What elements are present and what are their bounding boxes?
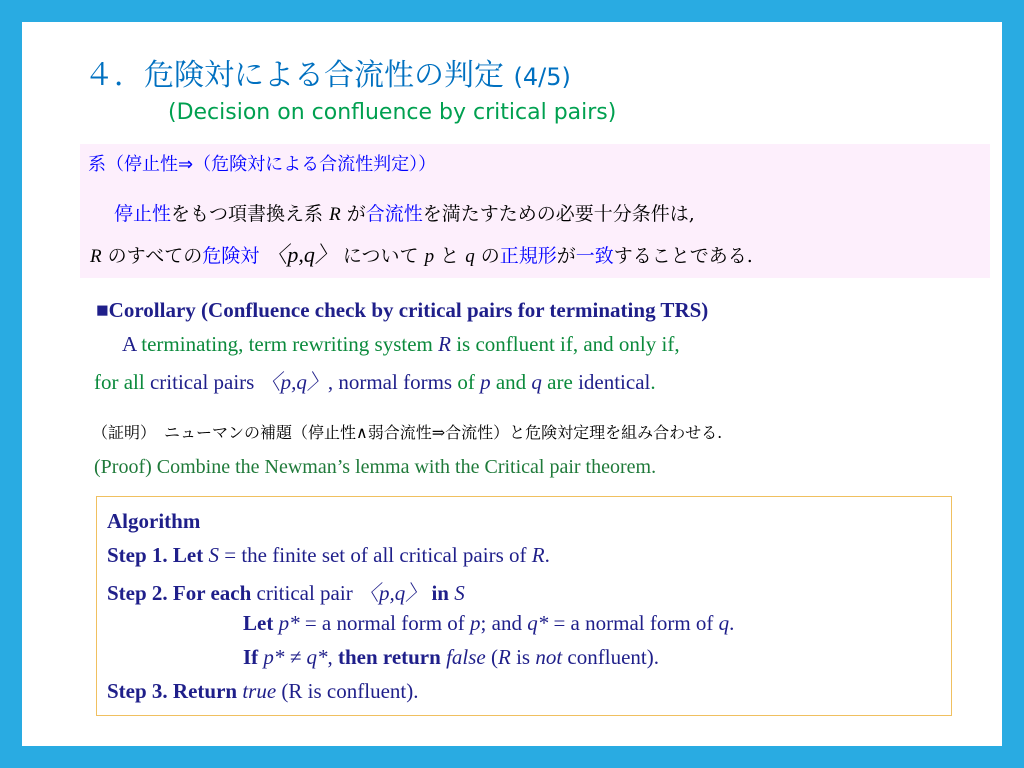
proof-japanese: （証明） ニューマンの補題（停止性∧弱合流性⇒合流性）と危険対定理を組み合わせる. xyxy=(92,423,723,442)
page-title xyxy=(84,50,571,94)
keyword-then-return: then return xyxy=(337,645,441,669)
step-text: ( xyxy=(490,645,498,669)
en-text: , xyxy=(327,370,334,394)
step-text: ; and xyxy=(480,611,522,635)
var-q: q xyxy=(718,611,730,635)
japanese-corollary-box xyxy=(80,144,990,278)
jp-pair: 〈p,q〉 xyxy=(265,242,337,267)
title-part: (4/5) xyxy=(513,63,571,91)
step-text: is xyxy=(516,645,531,669)
step-text: = the finite set of all critical pairs of xyxy=(224,543,527,567)
jp-term-normal-form: 正規形 xyxy=(499,245,557,267)
en-text: A xyxy=(122,332,137,356)
jp-text: することである. xyxy=(613,245,753,267)
page-subtitle: (Decision on confluence by critical pairs) xyxy=(168,100,617,125)
jp-var-r: R xyxy=(329,204,341,225)
keyword-in: in xyxy=(431,581,449,605)
corollary-line-2 xyxy=(94,366,656,396)
step-text: critical pair xyxy=(256,581,353,605)
step-label: Step 2. For each xyxy=(107,581,252,605)
en-text: if, and only if, xyxy=(560,332,680,356)
corollary-heading: ■Corollary (Confluence check by critical pairs for terminating TRS) xyxy=(96,298,709,322)
var-r: R xyxy=(497,645,511,669)
jp-term-confluence: 合流性 xyxy=(365,203,423,225)
keyword-if: If xyxy=(243,645,259,669)
var-q-star: q* xyxy=(527,611,549,635)
var-r: R xyxy=(531,543,545,567)
en-term-terminating: terminating xyxy=(141,332,239,356)
jp-text: が xyxy=(346,203,366,225)
title-main: ４．危険対による合流性の判定 xyxy=(84,58,504,93)
en-text: . xyxy=(650,370,656,394)
en-text: is xyxy=(456,332,471,356)
pair: 〈p,q〉 xyxy=(357,581,427,605)
corollary-line-1 xyxy=(122,332,680,357)
var-s: S xyxy=(454,581,465,605)
en-var-q: q xyxy=(531,370,542,394)
en-text: of xyxy=(457,370,475,394)
step-text: = a normal form of xyxy=(553,611,714,635)
jp-line-1 xyxy=(114,199,695,226)
algorithm-step-3 xyxy=(107,679,418,704)
jp-text: のすべての xyxy=(107,245,203,267)
algorithm-if-line xyxy=(243,645,659,670)
slide xyxy=(22,22,1002,746)
jp-text: が xyxy=(556,245,576,267)
jp-term-termination: 停止性 xyxy=(114,203,172,225)
jp-var-q: q xyxy=(465,246,475,267)
step-label: Step 3. Return xyxy=(107,679,238,703)
jp-heading: 系（停止性⇒（危険対による合流性判定）） xyxy=(88,154,437,175)
var-p-star: p* xyxy=(278,611,300,635)
jp-text: の xyxy=(480,245,500,267)
word-not: not xyxy=(535,645,563,669)
step-text: , xyxy=(327,645,333,669)
jp-text: を満たすための必要十分条件は, xyxy=(422,203,695,225)
step-text: = a normal form of xyxy=(304,611,465,635)
en-var-r: R xyxy=(438,332,451,356)
en-text: for all xyxy=(94,370,145,394)
value-true: true xyxy=(242,679,277,703)
en-term-critical-pairs: critical pairs xyxy=(149,370,255,394)
en-text: , term rewriting system xyxy=(238,332,433,356)
value-false: false xyxy=(446,645,486,669)
var-s: S xyxy=(208,543,219,567)
algorithm-let-line xyxy=(243,611,734,636)
en-term-normal-forms: normal forms xyxy=(338,370,453,394)
en-text: and xyxy=(495,370,527,394)
condition: p* ≠ q* xyxy=(263,645,328,669)
jp-text: と xyxy=(440,245,460,267)
jp-text: について xyxy=(342,245,419,267)
keyword-let: Let xyxy=(243,611,274,635)
step-text: (R is confluent). xyxy=(281,679,419,703)
algorithm-title: Algorithm xyxy=(107,509,201,533)
en-var-p: p xyxy=(480,370,491,394)
step-text: . xyxy=(544,543,550,567)
step-text: confluent). xyxy=(567,645,659,669)
jp-text: をもつ項書換え系 xyxy=(171,203,324,225)
algorithm-step-1 xyxy=(107,543,550,568)
algorithm-box xyxy=(96,496,952,716)
en-pair: 〈p,q〉 xyxy=(259,370,328,394)
jp-line-2 xyxy=(90,238,753,269)
en-term-identical: identical xyxy=(578,370,651,394)
algorithm-step-2 xyxy=(107,577,465,607)
var-p: p xyxy=(470,611,481,635)
proof-english: (Proof) Combine the Newman’s lemma with the Critical pair theorem. xyxy=(94,456,657,478)
jp-var-p: p xyxy=(424,246,435,267)
jp-var-r: R xyxy=(90,246,102,267)
jp-term-identical: 一致 xyxy=(575,245,614,267)
step-text: . xyxy=(729,611,735,635)
en-text: are xyxy=(547,370,573,394)
en-term-confluent: confluent xyxy=(475,332,555,356)
step-label: Step 1. Let xyxy=(107,543,204,567)
jp-term-critical-pair: 危険対 xyxy=(202,245,260,267)
